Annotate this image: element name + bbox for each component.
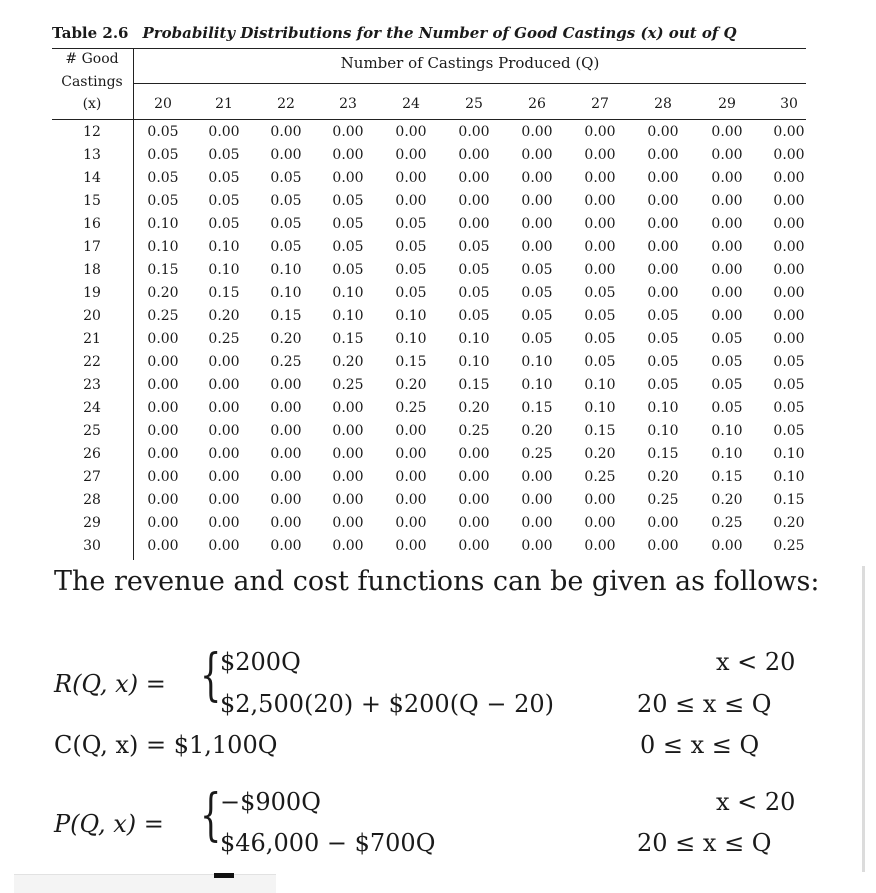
probability-cell: 0.00 [208,423,240,439]
probability-cell: 0.05 [395,239,427,255]
probability-cell: 0.00 [147,377,179,393]
probability-cell: 0.00 [458,469,490,485]
profit-condition-2: 20 ≤ x ≤ Q [637,829,772,857]
probability-cell: 0.00 [711,170,743,186]
probability-cell: 0.05 [647,331,679,347]
probability-cell: 0.05 [395,285,427,301]
probability-cell: 0.15 [395,354,427,370]
probability-cell: 0.05 [773,423,805,439]
probability-cell: 0.00 [395,538,427,554]
revenue-case-1: $200Q [220,648,301,676]
probability-cell: 0.00 [270,377,302,393]
probability-cell: 0.00 [458,538,490,554]
probability-cell: 0.00 [521,469,553,485]
probability-cell: 0.00 [584,170,616,186]
table-title: Probability Distributions for the Number of Good Castings (x) out of Q [142,24,737,42]
probability-cell: 0.00 [458,216,490,232]
probability-cell: 0.00 [270,515,302,531]
probability-cell: 0.00 [647,239,679,255]
probability-cell: 0.00 [147,446,179,462]
row-header-x-30: 30 [83,538,101,554]
probability-cell: 0.00 [270,147,302,163]
probability-cell: 0.00 [521,515,553,531]
probability-cell: 0.00 [458,515,490,531]
probability-cell: 0.00 [584,239,616,255]
probability-cell: 0.00 [711,147,743,163]
probability-cell: 0.00 [395,193,427,209]
revenue-condition-1: x < 20 [716,648,796,676]
probability-cell: 0.25 [521,446,553,462]
probability-cell: 0.10 [208,262,240,278]
probability-cell: 0.00 [332,469,364,485]
probability-cell: 0.05 [458,262,490,278]
probability-cell: 0.00 [395,446,427,462]
probability-cell: 0.00 [147,515,179,531]
probability-cell: 0.00 [584,538,616,554]
probability-cell: 0.10 [332,308,364,324]
probability-cell: 0.15 [332,331,364,347]
row-header-x-17: 17 [83,239,101,255]
probability-cell: 0.10 [773,469,805,485]
column-header-q-22: 22 [277,96,295,112]
probability-cell: 0.00 [458,492,490,508]
column-header-q-29: 29 [718,96,736,112]
probability-cell: 0.00 [647,285,679,301]
probability-cell: 0.05 [270,170,302,186]
probability-cell: 0.00 [147,354,179,370]
probability-cell: 0.00 [147,492,179,508]
probability-cell: 0.10 [458,354,490,370]
probability-cell: 0.15 [584,423,616,439]
table-caption [52,24,737,42]
probability-cell: 0.00 [711,285,743,301]
x-header-line-3: (x) [82,96,102,112]
probability-cell: 0.00 [647,170,679,186]
probability-cell: 0.05 [332,193,364,209]
probability-cell: 0.00 [395,124,427,140]
probability-cell: 0.00 [270,469,302,485]
row-header-x-12: 12 [83,124,101,140]
row-header-x-27: 27 [83,469,101,485]
page-edge-shadow [862,566,865,872]
probability-cell: 0.10 [270,285,302,301]
probability-cell: 0.00 [147,331,179,347]
probability-cell: 0.00 [332,492,364,508]
probability-cell: 0.00 [773,147,805,163]
probability-cell: 0.05 [773,377,805,393]
probability-cell: 0.00 [647,515,679,531]
probability-cell: 0.00 [147,538,179,554]
probability-cell: 0.00 [332,170,364,186]
probability-cell: 0.05 [711,400,743,416]
profit-lhs: P(Q, x) = [54,810,164,838]
probability-cell: 0.05 [711,354,743,370]
probability-cell: 0.25 [270,354,302,370]
profit-condition-1: x < 20 [716,788,796,816]
probability-cell: 0.20 [458,400,490,416]
probability-cell: 0.05 [395,262,427,278]
probability-cell: 0.05 [521,262,553,278]
row-header-x-16: 16 [83,216,101,232]
column-header-q-20: 20 [154,96,172,112]
probability-cell: 0.05 [147,147,179,163]
probability-cell: 0.00 [711,538,743,554]
row-header-x-24: 24 [83,400,101,416]
probability-cell: 0.05 [711,377,743,393]
probability-cell: 0.15 [773,492,805,508]
probability-cell: 0.05 [332,262,364,278]
probability-cell: 0.10 [208,239,240,255]
probability-cell: 0.00 [332,423,364,439]
profit-brace: { [200,783,222,848]
probability-cell: 0.00 [773,331,805,347]
row-header-x-21: 21 [83,331,101,347]
probability-cell: 0.00 [711,239,743,255]
probability-cell: 0.20 [773,515,805,531]
probability-cell: 0.10 [270,262,302,278]
probability-cell: 0.05 [647,354,679,370]
probability-cell: 0.05 [208,216,240,232]
probability-cell: 0.00 [711,124,743,140]
row-header-x-26: 26 [83,446,101,462]
probability-cell: 0.15 [458,377,490,393]
probability-cell: 0.00 [208,469,240,485]
probability-cell: 0.00 [208,124,240,140]
probability-cell: 0.05 [584,308,616,324]
probability-cell: 0.00 [584,193,616,209]
column-header-q-23: 23 [339,96,357,112]
probability-cell: 0.10 [773,446,805,462]
probability-cell: 0.05 [270,216,302,232]
probability-cell: 0.00 [332,400,364,416]
probability-cell: 0.00 [270,538,302,554]
probability-cell: 0.20 [647,469,679,485]
profit-case-1: −$900Q [220,788,321,816]
probability-cell: 0.10 [521,377,553,393]
text-cursor-icon [214,873,234,878]
probability-cell: 0.00 [395,515,427,531]
probability-cell: 0.00 [270,400,302,416]
probability-cell: 0.00 [521,170,553,186]
probability-cell: 0.00 [332,446,364,462]
probability-cell: 0.10 [647,400,679,416]
probability-cell: 0.05 [458,239,490,255]
header-bottom-rule [52,119,806,120]
stub-divider [133,48,134,560]
probability-cell: 0.00 [458,193,490,209]
probability-cell: 0.00 [332,515,364,531]
row-header-x-19: 19 [83,285,101,301]
probability-cell: 0.00 [773,193,805,209]
probability-cell: 0.00 [521,239,553,255]
probability-cell: 0.00 [208,538,240,554]
probability-cell: 0.05 [332,239,364,255]
probability-cell: 0.00 [458,124,490,140]
x-header-line-1: # Good [65,51,119,67]
probability-cell: 0.00 [711,216,743,232]
probability-cell: 0.00 [458,170,490,186]
probability-cell: 0.05 [584,354,616,370]
probability-cell: 0.00 [332,538,364,554]
probability-cell: 0.05 [147,170,179,186]
probability-cell: 0.10 [584,377,616,393]
probability-cell: 0.10 [332,285,364,301]
probability-cell: 0.20 [147,285,179,301]
probability-cell: 0.00 [773,285,805,301]
probability-cell: 0.00 [521,193,553,209]
probability-cell: 0.00 [521,216,553,232]
q-header: Number of Castings Produced (Q) [340,54,600,72]
probability-cell: 0.00 [647,147,679,163]
probability-cell: 0.05 [521,285,553,301]
row-header-x-18: 18 [83,262,101,278]
probability-cell: 0.05 [647,377,679,393]
probability-cell: 0.00 [647,124,679,140]
probability-cell: 0.00 [147,469,179,485]
probability-cell: 0.20 [270,331,302,347]
probability-cell: 0.00 [458,446,490,462]
probability-cell: 0.10 [458,331,490,347]
cost-condition: 0 ≤ x ≤ Q [640,731,760,759]
revenue-case-2: $2,500(20) + $200(Q − 20) [220,690,554,718]
probability-cell: 0.00 [208,492,240,508]
probability-cell: 0.00 [773,216,805,232]
probability-cell: 0.05 [584,285,616,301]
row-header-x-22: 22 [83,354,101,370]
probability-cell: 0.00 [270,124,302,140]
row-header-x-20: 20 [83,308,101,324]
probability-cell: 0.00 [647,216,679,232]
probability-cell: 0.00 [521,147,553,163]
probability-cell: 0.15 [647,446,679,462]
probability-cell: 0.00 [711,262,743,278]
probability-cell: 0.15 [711,469,743,485]
probability-cell: 0.00 [395,492,427,508]
probability-cell: 0.25 [332,377,364,393]
probability-cell: 0.15 [147,262,179,278]
column-header-q-30: 30 [780,96,798,112]
profit-case-2: $46,000 − $700Q [220,829,436,857]
probability-cell: 0.00 [208,515,240,531]
column-header-q-28: 28 [654,96,672,112]
intro-text: The revenue and cost functions can be given as follows: [54,566,820,597]
probability-cell: 0.05 [270,239,302,255]
probability-cell: 0.00 [711,193,743,209]
probability-cell: 0.00 [711,308,743,324]
probability-cell: 0.00 [584,124,616,140]
revenue-lhs: R(Q, x) = [54,670,166,698]
revenue-brace: { [200,643,222,708]
probability-cell: 0.05 [458,285,490,301]
probability-cell: 0.00 [521,124,553,140]
probability-cell: 0.05 [147,193,179,209]
probability-cell: 0.00 [270,492,302,508]
probability-cell: 0.15 [521,400,553,416]
probability-cell: 0.05 [270,193,302,209]
probability-cell: 0.10 [647,423,679,439]
probability-cell: 0.00 [208,446,240,462]
probability-cell: 0.00 [395,469,427,485]
probability-cell: 0.05 [208,193,240,209]
column-header-q-25: 25 [465,96,483,112]
probability-cell: 0.10 [711,423,743,439]
probability-cell: 0.00 [521,538,553,554]
probability-cell: 0.00 [458,147,490,163]
probability-cell: 0.00 [395,170,427,186]
probability-cell: 0.00 [584,147,616,163]
probability-cell: 0.25 [584,469,616,485]
probability-cell: 0.00 [208,400,240,416]
probability-cell: 0.25 [208,331,240,347]
probability-cell: 0.05 [647,308,679,324]
q-header-rule [134,83,806,84]
probability-cell: 0.20 [521,423,553,439]
column-header-q-26: 26 [528,96,546,112]
probability-cell: 0.20 [208,308,240,324]
probability-cell: 0.00 [332,124,364,140]
probability-cell: 0.00 [773,262,805,278]
row-header-x-29: 29 [83,515,101,531]
probability-cell: 0.20 [332,354,364,370]
column-header-q-24: 24 [402,96,420,112]
probability-cell: 0.25 [458,423,490,439]
column-header-q-27: 27 [591,96,609,112]
probability-cell: 0.00 [270,423,302,439]
probability-cell: 0.25 [395,400,427,416]
probability-cell: 0.20 [395,377,427,393]
probability-cell: 0.10 [711,446,743,462]
cost-lhs: C(Q, x) = $1,100Q [54,731,278,759]
probability-cell: 0.05 [521,308,553,324]
probability-cell: 0.00 [647,262,679,278]
probability-cell: 0.10 [521,354,553,370]
probability-cell: 0.00 [773,239,805,255]
x-header-line-2: Castings [61,74,123,90]
probability-cell: 0.05 [332,216,364,232]
probability-cell: 0.05 [773,400,805,416]
probability-cell: 0.25 [711,515,743,531]
probability-cell: 0.10 [395,308,427,324]
probability-cell: 0.00 [147,400,179,416]
probability-cell: 0.20 [711,492,743,508]
probability-cell: 0.05 [711,331,743,347]
row-header-x-28: 28 [83,492,101,508]
row-header-x-25: 25 [83,423,101,439]
probability-cell: 0.05 [773,354,805,370]
probability-cell: 0.00 [773,124,805,140]
row-header-x-14: 14 [83,170,101,186]
probability-cell: 0.00 [147,423,179,439]
probability-cell: 0.05 [147,124,179,140]
probability-cell: 0.25 [647,492,679,508]
probability-cell: 0.15 [208,285,240,301]
table-top-rule [52,48,806,49]
probability-cell: 0.00 [395,423,427,439]
probability-cell: 0.00 [773,170,805,186]
probability-cell: 0.00 [270,446,302,462]
probability-cell: 0.15 [270,308,302,324]
probability-cell: 0.00 [395,147,427,163]
probability-cell: 0.00 [332,147,364,163]
probability-cell: 0.05 [458,308,490,324]
scroll-strip[interactable] [14,874,276,893]
probability-cell: 0.05 [521,331,553,347]
probability-cell: 0.00 [584,515,616,531]
probability-cell: 0.25 [773,538,805,554]
row-header-x-13: 13 [83,147,101,163]
probability-cell: 0.00 [584,216,616,232]
probability-cell: 0.10 [584,400,616,416]
probability-cell: 0.00 [208,354,240,370]
probability-cell: 0.00 [773,308,805,324]
probability-cell: 0.00 [208,377,240,393]
probability-cell: 0.05 [395,216,427,232]
probability-cell: 0.05 [584,331,616,347]
probability-cell: 0.10 [395,331,427,347]
probability-cell: 0.00 [647,193,679,209]
probability-cell: 0.25 [147,308,179,324]
probability-cell: 0.10 [147,239,179,255]
probability-cell: 0.05 [208,170,240,186]
probability-cell: 0.10 [147,216,179,232]
probability-cell: 0.05 [208,147,240,163]
column-header-q-21: 21 [215,96,233,112]
row-header-x-23: 23 [83,377,101,393]
probability-cell: 0.00 [584,492,616,508]
table-label: Table 2.6 [52,24,129,42]
probability-cell: 0.00 [521,492,553,508]
probability-cell: 0.00 [647,538,679,554]
row-header-x-15: 15 [83,193,101,209]
probability-cell: 0.00 [584,262,616,278]
revenue-condition-2: 20 ≤ x ≤ Q [637,690,772,718]
probability-cell: 0.20 [584,446,616,462]
